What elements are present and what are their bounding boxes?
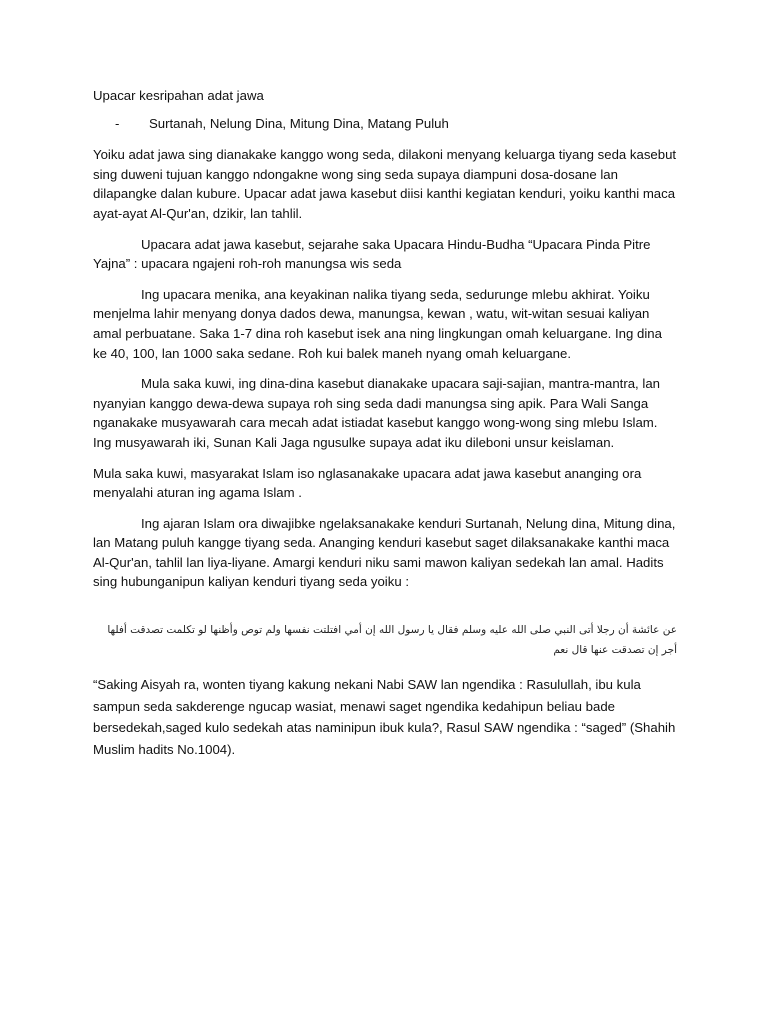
paragraph-islamic-practice: Mula saka kuwi, masyarakat Islam iso nglasanakake upacara adat jawa kasebut ananging ora menyalahi aturan ing agama Islam . <box>93 465 642 501</box>
hadith-translation: “Saking Aisyah ra, wonten tiyang kakung nekani Nabi SAW lan ngendika : Rasulullah, ibu kula sampun seda sakderenge ngucap wasiat, menawi saget ngendika kedahipun beliau bade bersedekah,saged kulo sedekah atas naminipun ibuk kula?, Rasul SAW ngendika : “saged” (Shahih Muslim hadits No.1004). <box>93 677 676 757</box>
paragraph-history: Upacara adat jawa kasebut, sejarahe saka Upacara Hindu-Budha “Upacara Pinda Pitre Yajna” : upacara ngajeni roh-roh manungsa wis seda <box>93 236 651 272</box>
document-title: Upacar kesripahan adat jawa <box>93 88 264 103</box>
paragraph-islamic-teaching: Ing ajaran Islam ora diwajibke ngelaksanakake kenduri Surtanah, Nelung dina, Mitung dina, lan Matang puluh kangge tiyang seda. Ananging kenduri kasebut saget dilaksanakake kanthi maca Al-Qur'an, tahlil lan liya-liyane. Amargi kenduri niku sami mawon kaliyan sedekah lan amal. Hadits sing hubunganipun kaliyan kenduri tiyang seda yoiku : <box>93 515 676 590</box>
paragraph-wali-sanga: Mula saka kuwi, ing dina-dina kasebut dianakake upacara saji-sajian, mantra-mantra, lan nyanyian kanggo dewa-dewa supaya roh sing seda dadi manungsa sing apik. Para Wali Sanga nganakake musyawarah cara mecah adat istiadat kasebut kanggo wong-wong sing mlebu Islam. Ing musyawarah iki, Sunan Kali Jaga ngusulke supaya adat iku dileboni unsur keislaman. <box>93 376 660 450</box>
bullet-item <box>93 114 677 134</box>
paragraph-belief: Ing upacara menika, ana keyakinan nalika tiyang seda, sedurunge mlebu akhirat. Yoiku menjelma lahir menyang donya dados dewa, manungsa, kewan , watu, wit-witan sesuai kaliyan amal perbuatane. Saka 1-7 dina roh kasebut isek ana ning lingkungan omah keluargane. Ing dina ke 40, 100, lan 1000 saka sedane. Roh kui balek maneh nyang omah keluargane. <box>93 286 662 361</box>
arabic-hadith-line: عن عائشة أن رجلا أتى النبي صلى الله عليه وسلم فقال يا رسول الله إن أمي افتلتت نفسها ولم توص وأظنها لو تكلمت تصدقت أفلها <box>107 624 677 637</box>
bullet-text: Surtanah, Nelung Dina, Mitung Dina, Matang Puluh <box>149 115 449 131</box>
document-body <box>93 86 677 760</box>
arabic-hadith <box>93 620 677 660</box>
paragraph-definition: Yoiku adat jawa sing dianakake kanggo wong seda, dilakoni menyang keluarga tiyang seda kasebut sing duweni tujuan kanggo ndongakne wong sing seda supaya diampuni dosa-dosane lan dilapangke dalan kuburе. Upacar adat jawa kasebut diisi kanthi kegiatan kenduri, yoiku kanthi maca ayat-ayat Al-Qur'an, dzikir, lan tahlil. <box>93 147 677 221</box>
arabic-hadith-line: أجر إن تصدقت عنها قال نعم <box>553 644 677 657</box>
bullet-mark: - <box>115 115 120 131</box>
